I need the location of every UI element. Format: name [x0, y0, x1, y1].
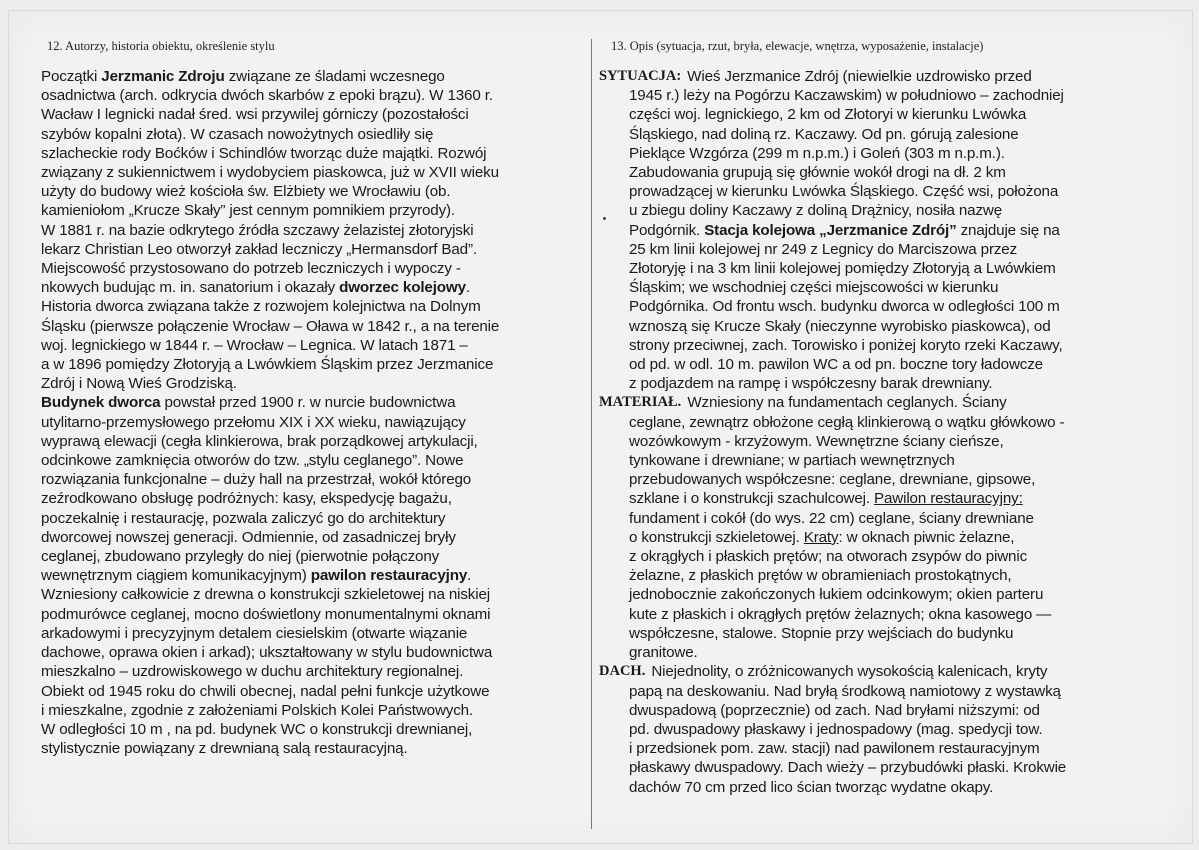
- section-sytuacja: [599, 67, 1174, 393]
- text-segment: powstał przed 1900 r. w nurcie budownictwa: [160, 394, 456, 412]
- text-segment: dachowe, oprawa okien i arkad); ukształtowany w stylu budownictwa: [41, 644, 493, 662]
- section-label: SYTUACJA:: [599, 68, 682, 84]
- text-segment: płaskawy dwuspadowy. Dach wieży – przybudówki płaski. Krokwie: [629, 759, 1067, 777]
- text-segment: wozówkowym - krzyżowym. Wewnętrzne ściany cieńsze,: [629, 432, 1004, 450]
- text-line: [41, 605, 581, 624]
- text-segment: lekarz Christian Leo otworzył zakład leczniczy „Hermansdorf Bad”.: [41, 240, 477, 258]
- text-line: [629, 624, 1174, 643]
- text-line: [41, 624, 581, 643]
- text-line: [41, 509, 581, 528]
- text-line: [629, 317, 1174, 336]
- text-segment: wyprawą elewacji (cegła klinkierowa, brak porządkowej artykulacji,: [41, 432, 478, 450]
- text-segment: u zbiegu doliny Kaczawy z doliną Drążnicy, nosiła nazwę: [629, 202, 1003, 220]
- text-line: [629, 144, 1174, 163]
- text-line: [41, 221, 581, 240]
- text-line: [41, 201, 581, 220]
- text-line: [41, 528, 581, 547]
- section-label: MATERIAŁ.: [599, 394, 682, 411]
- section-first-text: Wzniesiony na fundamentach ceglanych. Ściany: [687, 394, 1007, 412]
- text-segment: prowadzącej w kierunku Lwówka Śląskiego. Część wsi, położona: [629, 183, 1059, 201]
- text-segment: Wacław I legnicki nadał śred. wsi przywilej górniczy (pozostałości: [41, 106, 469, 124]
- text-segment: i mieszkalne, zgodnie z założeniami Polskich Kolei Państwowych.: [41, 701, 474, 719]
- emphasized-text: pawilon restauracyjny: [310, 567, 468, 585]
- text-line: [41, 547, 581, 566]
- text-segment: Pieklące Wzgórza (299 m n.p.m.) i Goleń (303 m n.p.m.).: [629, 144, 1005, 162]
- text-segment: od pd. w odl. 10 m. pawilon WC a od pn. boczne tory ładowcze: [629, 356, 1043, 374]
- text-segment: znajduje się na: [956, 221, 1060, 239]
- text-line: [629, 605, 1174, 624]
- text-line: [41, 297, 581, 316]
- text-segment: wewnętrznym ciągiem komunikacyjnym): [41, 567, 311, 585]
- text-line: [629, 451, 1174, 470]
- text-segment: kamieniołom „Krucze Skały” jest cennym pomnikiem przyrody).: [41, 202, 455, 220]
- text-segment: Historia dworca związana także z rozwojem kolejnictwa na Dolnym: [41, 298, 481, 316]
- text-line: [629, 528, 1174, 547]
- text-segment: odcinkowe zamknięcia otworów do tzw. „stylu ceglanego”. Nowe: [41, 452, 464, 470]
- text-line: [41, 682, 581, 701]
- text-line: [629, 297, 1174, 316]
- section-first-line: [599, 67, 1174, 86]
- text-line: [629, 682, 1174, 701]
- text-line: [629, 739, 1174, 758]
- text-line: [41, 182, 581, 201]
- text-line: [41, 739, 581, 758]
- section-first-text: Wieś Jerzmanice Zdrój (niewielkie uzdrowisko przed: [687, 68, 1032, 85]
- text-segment: W odległości 10 m , na pd. budynek WC o konstrukcji drewnianej,: [41, 720, 473, 738]
- text-line: [629, 163, 1174, 182]
- text-line: [629, 259, 1174, 278]
- text-line: [629, 701, 1174, 720]
- text-segment: z okrągłych i płaskich prętów; na otworach zsypów do piwnic: [629, 548, 1028, 566]
- text-segment: arkadowymi i precyzyjnym detalem ciesielskim (otwarte wiązanie: [41, 624, 468, 642]
- text-line: [629, 413, 1174, 432]
- section-first-text: Niejednolity, o zróżnicowanych wysokością kalenicach, kryty: [651, 663, 1048, 681]
- text-line: [629, 240, 1174, 259]
- text-segment: części woj. legnickiego, 2 km od Złotoryi w kierunku Lwówka: [629, 106, 1027, 124]
- text-segment: zeźrodkowano obsługę podróżnych: kasy, ekspedycję bagażu,: [41, 490, 452, 508]
- section-first-line: [599, 662, 1174, 681]
- text-segment: a w 1896 pomiędzy Złotoryją a Lwówkiem Śląskim przez Jerzmanice: [41, 356, 494, 374]
- text-line: [41, 163, 581, 182]
- text-line: [41, 566, 581, 585]
- text-line: [41, 470, 581, 489]
- text-segment: wznoszą się Krucze Skały (nieczynne wyrobisko piaskowca), od: [629, 317, 1051, 335]
- text-segment: związane ze śladami wczesnego: [224, 68, 445, 85]
- text-segment: szlacheckie rody Boćków i Schindlów tworząc duże majątki. Rozwój: [41, 144, 487, 162]
- text-segment: .: [467, 567, 472, 585]
- text-line: [629, 778, 1174, 797]
- text-segment: poczekalnię i restaurację, pozwala zaliczyć go do architektury: [41, 509, 446, 527]
- text-segment: jednobocznie zakończonych łukiem odcinkowym; okien parteru: [629, 586, 1044, 604]
- text-line: [41, 489, 581, 508]
- text-segment: Śląsku (pierwsze połączenie Wrocław – Oława w 1842 r., a na terenie: [41, 317, 500, 335]
- emphasized-text: Pawilon restauracyjny:: [874, 490, 1023, 508]
- text-line: [41, 67, 581, 86]
- text-segment: z podjazdem na rampę i współczesny barak drewniany.: [629, 375, 993, 393]
- text-line: [629, 182, 1174, 201]
- text-segment: Śląskiego, nad doliną rz. Kaczawy. Od pn. górują zalesione: [629, 125, 1019, 143]
- emphasized-text: dworzec kolejowy: [339, 279, 466, 297]
- text-segment: dworcowej nowszej generacji. Odmiennie, od zasadniczej bryły: [41, 528, 456, 546]
- emphasized-text: Kraty: [803, 528, 839, 546]
- right-column-header: 13. Opis (sytuacja, rzut, bryła, elewacje, wnętrza, wyposażenie, instalacje): [611, 39, 984, 53]
- text-line: [41, 144, 581, 163]
- text-segment: 25 km linii kolejowej nr 249 z Legnicy do Marciszowa przez: [629, 240, 1018, 258]
- text-segment: współczesne, stalowe. Stopnie przy wejściach do budynku: [629, 624, 1014, 642]
- text-segment: woj. legnickiego w 1844 r. – Wrocław – Legnica. W latach 1871 –: [41, 336, 468, 354]
- text-segment: Wzniesiony całkowicie z drewna o konstrukcji szkieletowej na niskiej: [41, 586, 490, 604]
- text-segment: i przedsionek pom. zaw. stacji) nad pawilonem restauracyjnym: [629, 740, 1040, 758]
- text-segment: strony przeciwnej, zach. Torowisko i poniżej koryto rzeki Kaczawy,: [629, 336, 1063, 354]
- text-segment: utylitarno-przemysłowego przełomu XIX i XX wieku, nawiązujący: [41, 413, 466, 431]
- text-line: [41, 240, 581, 259]
- text-line: [41, 105, 581, 124]
- column-divider: [591, 39, 592, 829]
- text-line: [41, 317, 581, 336]
- text-segment: o konstrukcji szkieletowej.: [629, 528, 804, 546]
- text-line: [629, 105, 1174, 124]
- text-segment: Podgórnika. Od frontu wsch. budynku dworca w odległości 100 m: [629, 298, 1060, 316]
- text-segment: użyty do budowy wież kościoła św. Elżbiety we Wrocławiu (ob.: [41, 183, 451, 201]
- text-segment: rozwiązania funkcjonalne – duży hall na przestrzał, wokół którego: [41, 471, 472, 489]
- emphasized-text: Budynek dworca: [41, 394, 161, 412]
- text-line: [41, 413, 581, 432]
- text-segment: szklane i o konstrukcji szachulcowej.: [629, 490, 874, 508]
- text-line: [629, 585, 1174, 604]
- text-line: [629, 509, 1174, 528]
- text-line: [41, 451, 581, 470]
- text-segment: związany z sukiennictwem i wydobyciem piaskowca, już w XVII wieku: [41, 164, 499, 182]
- text-segment: mieszkalno – uzdrowiskowego w duchu architektury regionalnej.: [41, 663, 464, 681]
- text-segment: ceglanej, zbudowano przyległy do niej (pierwotnie połączony: [41, 548, 440, 566]
- text-segment: osadnictwa (arch. odkrycia dwóch skarbów z epoki brązu). W 1360 r.: [41, 87, 493, 105]
- section-dach: [599, 662, 1174, 796]
- section-label: DACH.: [599, 663, 646, 680]
- text-line: [629, 374, 1174, 393]
- section-first-line: [599, 393, 1174, 412]
- text-line: [41, 585, 581, 604]
- history-text: [41, 67, 581, 758]
- text-line: [41, 374, 581, 393]
- text-line: [629, 547, 1174, 566]
- text-line: [41, 720, 581, 739]
- text-segment: papą na deskowaniu. Nad bryłą środkową namiotowy z wystawką: [629, 682, 1061, 700]
- text-line: [41, 701, 581, 720]
- text-line: [629, 470, 1174, 489]
- text-line: [629, 432, 1174, 451]
- text-line: [629, 278, 1174, 297]
- text-segment: Obiekt od 1945 roku do chwili obecnej, nadal pełni funkcje użytkowe: [41, 682, 490, 700]
- document-sheet: [8, 10, 1193, 844]
- section-body: [599, 413, 1174, 663]
- section-materiał: [599, 393, 1174, 662]
- text-segment: ceglane, zewnątrz obłożone cegłą klinkierową o wątku główkowo -: [629, 413, 1065, 431]
- text-line: [629, 201, 1174, 220]
- left-column-header: 12. Autorzy, historia obiektu, określenie stylu: [47, 39, 275, 53]
- text-line: [41, 259, 581, 278]
- text-segment: W 1881 r. na bazie odkrytego źródła szczawy żelazistej złotoryjski: [41, 221, 474, 239]
- text-segment: dwuspadową (poprzecznie) od zach. Nad bryłami niższymi: od: [629, 701, 1040, 719]
- text-line: [629, 336, 1174, 355]
- emphasized-text: Stacja kolejowa „Jerzmanice Zdrój”: [704, 221, 957, 239]
- text-line: [629, 125, 1174, 144]
- description-text: [599, 67, 1174, 797]
- text-segment: 1945 r.) leży na Pogórzu Kaczawskim) w południowo – zachodniej: [629, 87, 1064, 105]
- text-line: [629, 221, 1174, 240]
- text-line: [629, 720, 1174, 739]
- text-segment: Złotoryję i na 3 km linii kolejowej pomiędzy Złotoryją a Lwówkiem: [629, 260, 1056, 278]
- text-line: [41, 355, 581, 374]
- text-segment: żelazne, z płaskich prętów w obramieniach prostokątnych,: [629, 567, 1012, 585]
- text-segment: Zabudowania grupują się głównie wokół drogi na dł. 2 km: [629, 164, 1006, 182]
- text-line: [41, 432, 581, 451]
- text-segment: Podgórnik.: [629, 221, 705, 239]
- text-segment: pd. dwuspadowy płaskawy i jednospadowy (mag. spedycji tow.: [629, 720, 1043, 738]
- text-line: [41, 86, 581, 105]
- text-line: [629, 758, 1174, 777]
- text-segment: .: [465, 279, 470, 297]
- text-line: [41, 278, 581, 297]
- text-segment: podmurówce ceglanej, mocno doświetlony monumentalnymi oknami: [41, 605, 491, 623]
- emphasized-text: Jerzmanic Zdroju: [101, 68, 225, 85]
- text-segment: nkowych budując m. in. sanatorium i okazały: [41, 279, 340, 297]
- text-line: [41, 125, 581, 144]
- text-segment: Zdrój i Nową Wieś Grodziską.: [41, 375, 237, 393]
- text-segment: przebudowanych współczesne: ceglane, drewniane, gipsowe,: [629, 471, 1036, 489]
- text-segment: kute z płaskich i okrągłych prętów żelaznych; okna kasowego —: [629, 605, 1052, 623]
- text-line: [629, 566, 1174, 585]
- text-line: [41, 336, 581, 355]
- section-body: [599, 86, 1174, 393]
- text-segment: dachów 70 cm przed lico ścian tworząc wydatne okapy.: [629, 778, 994, 796]
- text-line: [41, 393, 581, 412]
- text-segment: granitowe.: [629, 644, 698, 662]
- text-line: [629, 86, 1174, 105]
- text-line: [629, 355, 1174, 374]
- text-segment: fundament i cokół (do wys. 22 cm) ceglane, ściany drewniane: [629, 509, 1034, 527]
- text-segment: szybów kopalni złota). W czasach nowożytnych osiedliły się: [41, 125, 434, 143]
- section-body: [599, 682, 1174, 797]
- text-line: [41, 643, 581, 662]
- text-line: [629, 489, 1174, 508]
- text-segment: stylistycznie powiązany z drewnianą salą restauracyjną.: [41, 740, 408, 758]
- text-segment: Początki: [41, 68, 102, 85]
- text-segment: Miejscowość przystosowano do potrzeb leczniczych i wypoczy -: [41, 260, 461, 278]
- text-line: [629, 643, 1174, 662]
- text-segment: : w oknach piwnic żelazne,: [838, 528, 1015, 546]
- text-segment: tynkowane i drewniane; w partiach wewnętrznych: [629, 452, 955, 470]
- text-line: [41, 662, 581, 681]
- text-segment: Śląskim; we wschodniej części miejscowości w kierunku: [629, 279, 999, 297]
